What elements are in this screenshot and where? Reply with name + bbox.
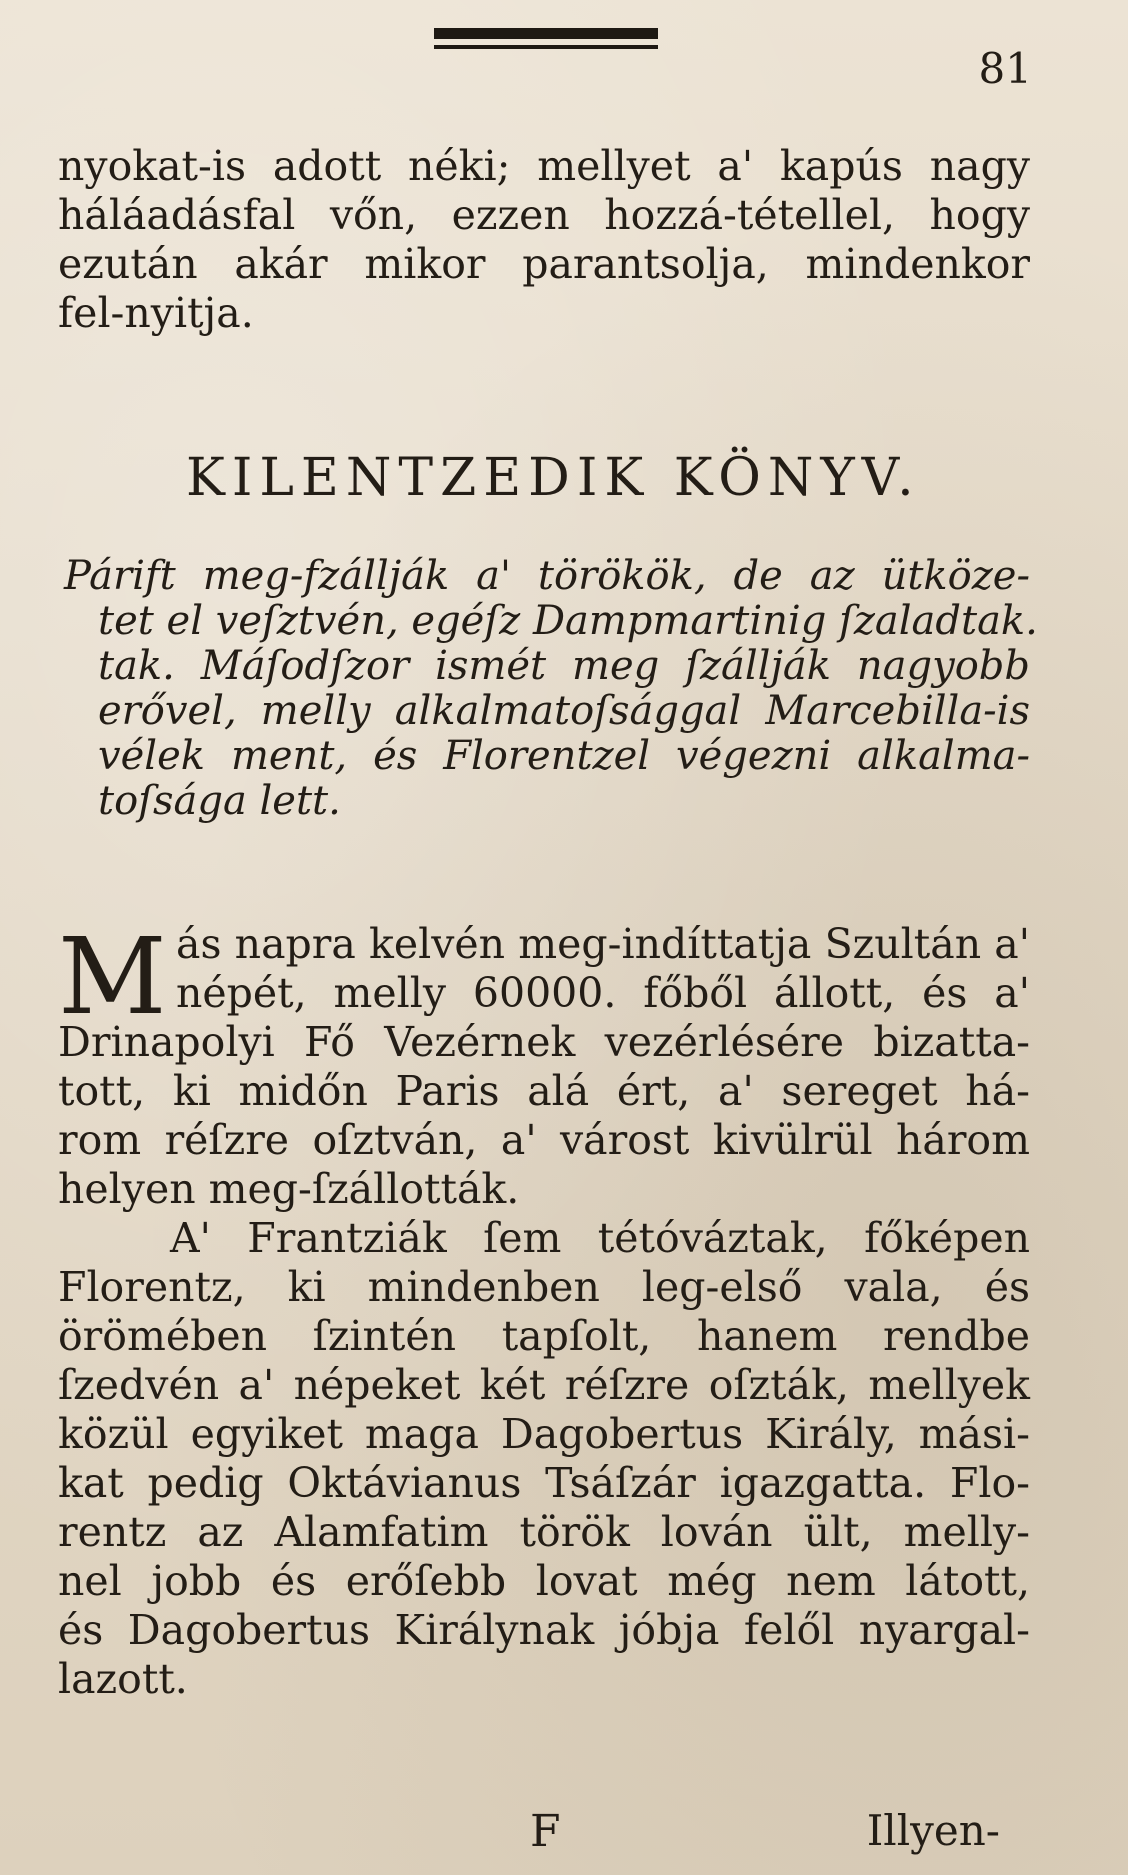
paragraph-line: örömében ſzintén tapſolt, hanem rendbe [58,1312,1030,1360]
paragraph-line: nel jobb és erőſebb lovat még nem látott, [58,1557,1030,1605]
paragraph-line: Florentz, ki mindenben leg-első vala, és [58,1263,1030,1311]
page-number: 81 [978,44,1032,93]
paragraph-line: lazott. [58,1655,188,1703]
summary-line: vélek ment, és Florentzel végezni alkalma- [98,733,1030,779]
intro-line: ezután akár mikor parantsolja, mindenkor [58,240,1030,288]
body-text [58,915,1030,1704]
paragraph-line: A' Frantziák ſem tétóváztak, főképen [170,1214,1030,1262]
paragraph-line: helyen meg-ſzállották. [58,1165,520,1213]
chapter-summary [64,553,1038,824]
paragraph-line: ás napra kelvén meg-indíttatja Szultán a' [176,920,1030,968]
paragraph-line: és Dagobertus Királynak jóbja felől nyargal- [58,1606,1030,1654]
summary-line: Párift meg-fzállják a' törökök, de az ütköze- [64,553,1030,599]
paragraph-line: népét, melly 60000. főből állott, és a' [176,969,1030,1017]
paragraph-line: közül egyiket maga Dagobertus Király, mási- [58,1410,1030,1458]
paragraph-line: ſzedvén a' népeket két réſzre oſzták, mellyek [58,1361,1030,1409]
summary-line: erővel, melly alkalmatoſsággal Marcebilla-is [98,688,1030,734]
chapter-heading: KILENTZEDIK KÖNYV. [186,448,921,508]
header-ornament-rule-thin [434,45,658,49]
signature-mark: F [530,1806,561,1857]
paragraph-line: kat pedig Oktávianus Tsáſzár igazgatta. Flo- [58,1459,1030,1507]
intro-line: háláadásfal vőn, ezzen hozzá-tétellel, hogy [58,191,1030,239]
header-ornament-rule [434,28,658,39]
paragraph-line: Drinapolyi Fő Vezérnek vezérlésére bizatta- [58,1018,1030,1066]
catchword: Illyen- [866,1806,1000,1855]
drop-cap: M [58,915,167,1038]
summary-line: tak. Máſodſzor ismét meg ſzállják nagyobb [98,643,1030,689]
intro-line: nyokat-is adott néki; mellyet a' kapús nagy [58,142,1030,190]
paragraph-line: rom réſzre oſztván, a' várost kivülrül három [58,1116,1030,1164]
paragraph-line: tott, ki midőn Paris alá ért, a' sereget há- [58,1067,1030,1115]
summary-line: tet el veſztvén, egéſz Dampmartinig ſzaladtak. [98,598,1038,644]
intro-line: fel-nyitja. [58,289,254,337]
summary-line: toſsága lett. [98,778,341,824]
paragraph-line: rentz az Alamfatim török lován ült, melly- [58,1508,1030,1556]
intro-paragraph [58,142,1030,338]
